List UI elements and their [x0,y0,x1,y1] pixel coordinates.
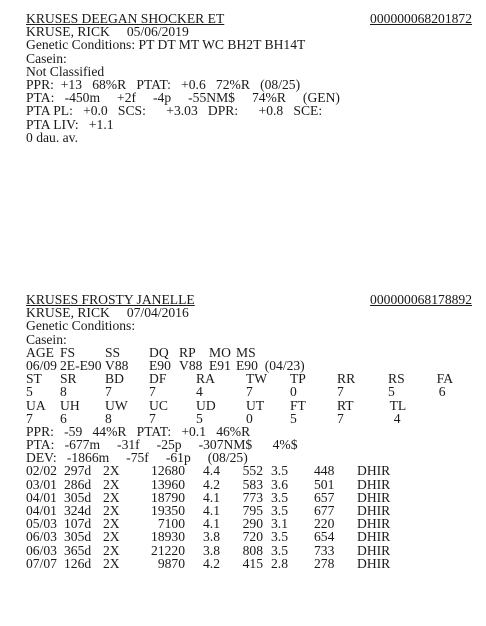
calving-date: 07/07 [26,555,57,571]
days-in-milk: 305d [64,529,92,545]
days-in-milk: 286d [64,476,92,492]
ss-value: V88 [105,357,129,373]
breeder-name: KRUSE, RICK [26,24,110,40]
trait-value-group [337,412,472,425]
trait-header: FA [436,371,454,387]
trait-value: 5 [26,384,33,400]
mo-header: MO [209,344,231,360]
calving-date: 06/03 [26,542,57,558]
trait-value-group [388,385,472,398]
pta-liv-line: PTA LIV: +1.1 [26,116,114,132]
fs-value: 2E-E90 [60,357,102,373]
dev-line: DEV: -1866m -75f -61p (08/25) [26,450,248,466]
trait-value: 7 [337,384,344,400]
fat-lbs: 290 [242,516,263,532]
trait-header: RR [337,371,356,387]
trait-header: UT [246,397,265,413]
milk-lbs: 19350 [151,503,185,518]
protein-pct: 3.6 [271,476,288,492]
milk-lbs: 12680 [151,463,185,479]
trait-value: 5 [196,410,203,426]
trait-value: 6 [60,410,67,426]
fat-lbs: 552 [242,463,263,479]
trait-value: 7 [149,384,156,400]
protein-lbs: 501 [314,476,335,492]
days-in-milk: 324d [64,503,92,518]
milkings-per-day: 2X [103,529,120,545]
trait-header: SR [60,371,77,387]
trait-header: UA [26,397,46,413]
mo-value: E91 [209,357,231,373]
calving-date: 05/03 [26,516,57,532]
trait-value: 6 [438,384,446,400]
lactation-row [26,544,472,557]
trait-header: ST [26,371,42,387]
milk-lbs: 7100 [157,516,185,532]
protein-lbs: 657 [314,489,335,505]
protein-pct: 3.5 [271,542,288,558]
fat-pct: 4.1 [203,503,220,518]
fat-lbs: 583 [242,476,263,492]
protein-lbs: 677 [314,503,335,518]
trait-value: 0 [290,384,297,400]
pta-pl-line: PTA PL: +0.0 SCS: +3.03 DPR: +0.8 SCE: [26,103,323,119]
protein-lbs: 278 [314,555,335,571]
protein-lbs: 654 [314,529,335,545]
milkings-per-day: 2X [103,463,120,479]
fat-lbs: 795 [242,503,263,518]
trait-header: TW [246,371,268,387]
birth-date: 05/06/2019 [126,24,189,40]
calving-date: 06/03 [26,529,57,545]
record-type: DHIR [357,476,391,492]
fat-lbs: 808 [242,542,263,558]
trait-header-group [337,399,472,412]
trait-header: UW [105,397,128,413]
days-in-milk: 297d [64,463,92,479]
pedigree-record-1 [26,12,472,144]
trait-header: UH [60,397,80,413]
milk-lbs: 18930 [151,529,185,545]
age-header: AGE [26,344,54,360]
protein-lbs: 220 [314,516,335,532]
dq-value: E90 [149,357,171,373]
trait-header: UD [196,397,216,413]
trait-value-row-1 [26,385,472,398]
fat-pct: 4.2 [203,476,220,492]
milk-lbs: 18790 [151,489,185,505]
record-type: DHIR [357,463,391,479]
milkings-per-day: 2X [103,489,120,505]
trait-header: TP [290,371,306,387]
daughters-line: 0 dau. av. [26,129,78,145]
trait-value: 8 [60,384,67,400]
days-in-milk: 126d [64,555,92,571]
casein-label: Casein: [26,331,67,347]
protein-lbs: 448 [314,463,335,479]
record-type: DHIR [357,555,391,571]
lactation-row [26,464,472,477]
fat-pct: 4.2 [203,555,220,571]
classification: Not Classified [26,63,105,79]
milk-lbs: 13960 [151,476,185,492]
trait-header-row-2 [26,399,472,412]
milkings-per-day: 2X [103,555,120,571]
calving-date: 04/01 [26,489,57,505]
lactation-records [26,464,472,570]
protein-pct: 2.8 [271,555,288,571]
genetic-conditions: Genetic Conditions: PT DT MT WC BH2T BH14T [26,37,306,53]
milkings-per-day: 2X [103,516,120,532]
pta-line: PTA: -677m -31f -25p -307NM$ 4%$ [26,437,298,453]
trait-header: RS [388,371,405,387]
protein-pct: 3.5 [271,489,288,505]
trait-value: 4 [393,410,401,426]
animal-name: KRUSES DEEGAN SHOCKER ET [26,11,225,26]
fat-pct: 4.4 [203,463,220,479]
trait-value: 7 [105,384,112,400]
ss-header: SS [105,344,121,360]
days-in-milk: 365d [64,542,92,558]
genetic-conditions: Genetic Conditions: [26,318,136,334]
trait-value: 4 [196,384,203,400]
breeder-name: KRUSE, RICK [26,305,110,321]
protein-pct: 3.5 [271,463,288,479]
calving-date: 04/01 [26,503,57,518]
trait-value: 7 [337,410,344,426]
trait-header: TL [389,397,407,413]
calving-date: 03/01 [26,476,57,492]
days-in-milk: 107d [64,516,92,532]
record-type: DHIR [357,542,391,558]
lactation-row [26,530,472,543]
trait-header: DF [149,371,167,387]
milkings-per-day: 2X [103,503,120,518]
trait-value: 7 [149,410,156,426]
fs-header: FS [60,344,76,360]
protein-pct: 3.5 [271,529,288,545]
dq-header: DQ [149,344,169,360]
milk-lbs: 21220 [151,542,185,558]
record-type: DHIR [357,489,391,505]
trait-value: 7 [246,384,253,400]
pta-line: PTA: -450m +2f -4p -55NM$ 74%R (GEN) [26,90,340,106]
registration-number: 000000068178892 [370,292,472,307]
fat-lbs: 773 [242,489,263,505]
protein-pct: 3.1 [271,516,288,532]
fat-lbs: 720 [242,529,263,545]
ppr-line: PPR: +13 68%R PTAT: +0.6 72%R (08/25) [26,76,301,92]
trait-value: 7 [26,410,33,426]
animal-name: KRUSES FROSTY JANELLE [26,292,195,307]
ms-header: MS [236,344,256,360]
days-in-milk: 305d [64,489,92,505]
trait-header: BD [105,371,124,387]
protein-pct: 3.5 [271,503,288,518]
record-type: DHIR [357,529,391,545]
trait-header: UC [149,397,168,413]
rp-header: RP [179,344,196,360]
fat-pct: 3.8 [203,542,220,558]
milk-lbs: 9870 [157,555,185,571]
age-value: 06/09 [26,357,57,373]
ms-value: E90 (04/23) [236,357,305,373]
trait-value: 5 [388,384,395,400]
trait-value-row-2 [26,412,472,425]
pedigree-record-2 [26,293,472,570]
milkings-per-day: 2X [103,542,120,558]
calving-date: 02/02 [26,463,57,479]
casein-label: Casein: [26,50,67,66]
trait-header: RT [337,397,354,413]
ppr-line: PPR: -59 44%R PTAT: +0.1 46%R [26,423,251,439]
trait-header: FT [290,397,306,413]
milkings-per-day: 2X [103,476,120,492]
trait-value: 8 [105,410,112,426]
registration-number: 000000068201872 [370,11,472,26]
fat-pct: 4.1 [203,489,220,505]
trait-value: 0 [246,410,253,426]
rp-value: V88 [179,357,203,373]
trait-header: RA [196,371,215,387]
protein-lbs: 733 [314,542,335,558]
record-type: DHIR [357,503,391,518]
trait-value: 5 [290,410,297,426]
lactation-row [26,557,472,570]
birth-date: 07/04/2016 [126,305,189,321]
fat-pct: 3.8 [203,529,220,545]
trait-header-group [388,372,472,385]
classification-header-row [26,346,472,359]
lactation-row [26,478,472,491]
record-type: DHIR [357,516,391,532]
fat-lbs: 415 [242,555,263,571]
fat-pct: 4.1 [203,516,220,532]
